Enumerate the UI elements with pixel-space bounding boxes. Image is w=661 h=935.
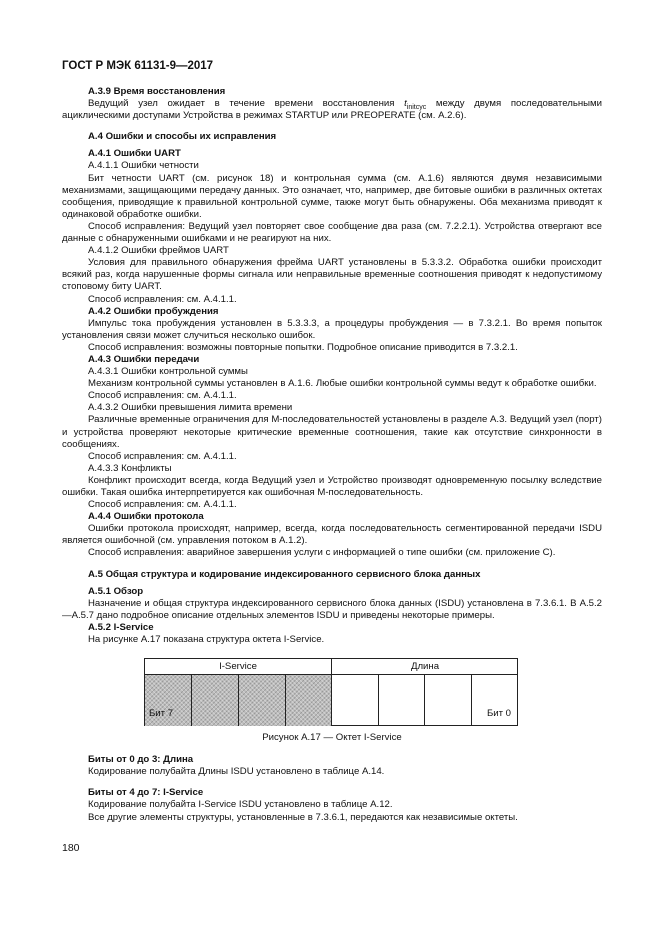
paragraph: Способ исправления: см. А.4.1.1. xyxy=(88,499,237,511)
page-content xyxy=(62,86,602,824)
paragraph: На рисунке А.17 показана структура октета I-Service. xyxy=(88,634,325,646)
paragraph: Механизм контрольной суммы установлен в А.1.6. Любые ошибки контрольной суммы ведут к обработке ошибки. xyxy=(88,378,597,390)
section-a411-title: А.4.1.1 Ошибки четности xyxy=(88,160,199,172)
paragraph: Назначение и общая структура индексированного сервисного блока данных (ISDU) установлена в 7.3.6.1. В А.5.2—А.5.7 дано подробное описание отдельных элементов ISDU и приведены некоторые примеры. xyxy=(62,597,602,621)
section-a39-title: А.3.9 Время восстановления xyxy=(88,86,226,97)
figure-a17 xyxy=(62,658,602,744)
page-number: 180 xyxy=(62,842,80,854)
bits-0-3-title: Биты от 0 до 3: Длина xyxy=(88,754,194,766)
paragraph: Импульс тока пробуждения установлен в 5.3.3.3, а процедуры пробуждения — в 7.3.2.1. Во время попыток установления связи может случиться несколько ошибок. xyxy=(62,317,602,341)
paragraph: Все другие элементы структуры, установленные в 7.3.6.1, передаются как независимые октеты. xyxy=(88,811,518,823)
paragraph: Способ исправления: см. А.4.1.1. xyxy=(88,390,237,402)
document-header: ГОСТ Р МЭК 61131-9—2017 xyxy=(62,60,214,72)
octet-diagram xyxy=(144,658,518,726)
paragraph: Условия для правильного обнаружения фрейма UART установлены в 5.3.3.2. Обработка ошибки происходит всякий раз, когда нарушенные формы сигнала или неправильные временные соотношения приводят к недопустимому стоповому биту UART. xyxy=(62,257,602,293)
section-a43-title: А.4.3 Ошибки передачи xyxy=(88,353,200,365)
bit-cell-2 xyxy=(379,675,425,726)
bit0-label: Бит 0 xyxy=(486,708,511,720)
section-a52-title: А.5.2 I-Service xyxy=(88,621,154,633)
bit-cell-6 xyxy=(192,675,239,726)
section-a41-title: А.4.1 Ошибки UART xyxy=(88,148,181,160)
section-a433-title: А.4.3.3 Конфликты xyxy=(88,462,172,474)
section-a39-paragraph: Ведущий узел ожидает в течение времени восстановления $t_{initcyc}$ между двумя последовательными ациклическими доступами Устройства в режимах STARTUP или PREOPERATE (см. А.2.6). xyxy=(62,98,602,122)
bit-cell-3 xyxy=(332,675,379,726)
section-a51-title: А.5.1 Обзор xyxy=(88,585,144,597)
section-a42-title: А.4.2 Ошибки пробуждения xyxy=(88,305,219,317)
paragraph: Способ исправления: Ведущий узел повторяет свое сообщение два раза (см. 7.2.2.1). Устройства отвергают все данные с обнаруженными ошибками и не реагируют на них. xyxy=(62,220,602,245)
section-a44-title: А.4.4 Ошибки протокола xyxy=(88,511,204,523)
section-a431-title: А.4.3.1 Ошибки контрольной суммы xyxy=(88,366,248,378)
section-a5-title: А.5 Общая структура и кодирование индексированного сервисного блока данных xyxy=(88,568,481,580)
paragraph: Способ исправления: см. А.4.1.1. xyxy=(88,450,237,462)
length-header: Длина xyxy=(332,659,518,675)
paragraph: Конфликт происходит всегда, когда Ведущий узел и Устройство производят одновременную посылку вследствие ошибки. Такая ошибка интерпретируется как ошибочная М-последовательность. xyxy=(62,474,602,498)
bit-cell-7 xyxy=(145,675,192,726)
section-a412-title: А.4.1.2 Ошибки фреймов UART xyxy=(88,245,229,257)
paragraph: Способ исправления: см. А.4.1.1. xyxy=(88,293,237,305)
paragraph: Различные временные ограничения для М-последовательностей установлены в разделе А.3. Ведущий узел (порт) и устройства проверяют некоторые критические временные соотношения, такие как отсутствие синхронности в сообщениях. xyxy=(62,414,602,450)
figure-caption: Рисунок А.17 — Октет I-Service xyxy=(262,732,402,744)
bit7-label: Бит 7 xyxy=(149,708,174,720)
i-service-header: I-Service xyxy=(145,659,332,675)
bit-cell-0 xyxy=(472,675,517,726)
paragraph: Способ исправления: аварийное завершения услуги с информацией о типе ошибки (см. приложение С). xyxy=(88,547,556,559)
bit-cell-1 xyxy=(425,675,472,726)
paragraph: Кодирование полубайта I-Service ISDU установлено в таблице А.12. xyxy=(88,799,393,811)
paragraph: Кодирование полубайта Длины ISDU установлено в таблице А.14. xyxy=(88,766,385,778)
paragraph: Ошибки протокола происходят, например, всегда, когда последовательность сегментированной передачи ISDU является ошибочной (см. управления потоком в А.1.2). xyxy=(62,523,602,547)
bit-cell-5 xyxy=(239,675,286,726)
paragraph: Бит четности UART (см. рисунок 18) и контрольная сумма (см. А.1.6) являются двумя независимыми механизмами, защищающими передачу данных. Это означает, что, например, две битовые ошибки в различных октетах сообщения, приводящие к правильной контрольной сумме, также могут быть обнаружены. Оба механизма приводят к одинаковой обработке ошибки. xyxy=(62,172,602,220)
section-a432-title: А.4.3.2 Ошибки превышения лимита времени xyxy=(88,402,293,414)
paragraph: Способ исправления: возможны повторные попытки. Подробное описание приводится в 7.3.2.1. xyxy=(88,341,518,353)
bit-cell-4 xyxy=(286,675,332,726)
bits-4-7-title: Биты от 4 до 7: I-Service xyxy=(88,787,204,799)
section-a4-title: А.4 Ошибки и способы их исправления xyxy=(88,131,277,143)
